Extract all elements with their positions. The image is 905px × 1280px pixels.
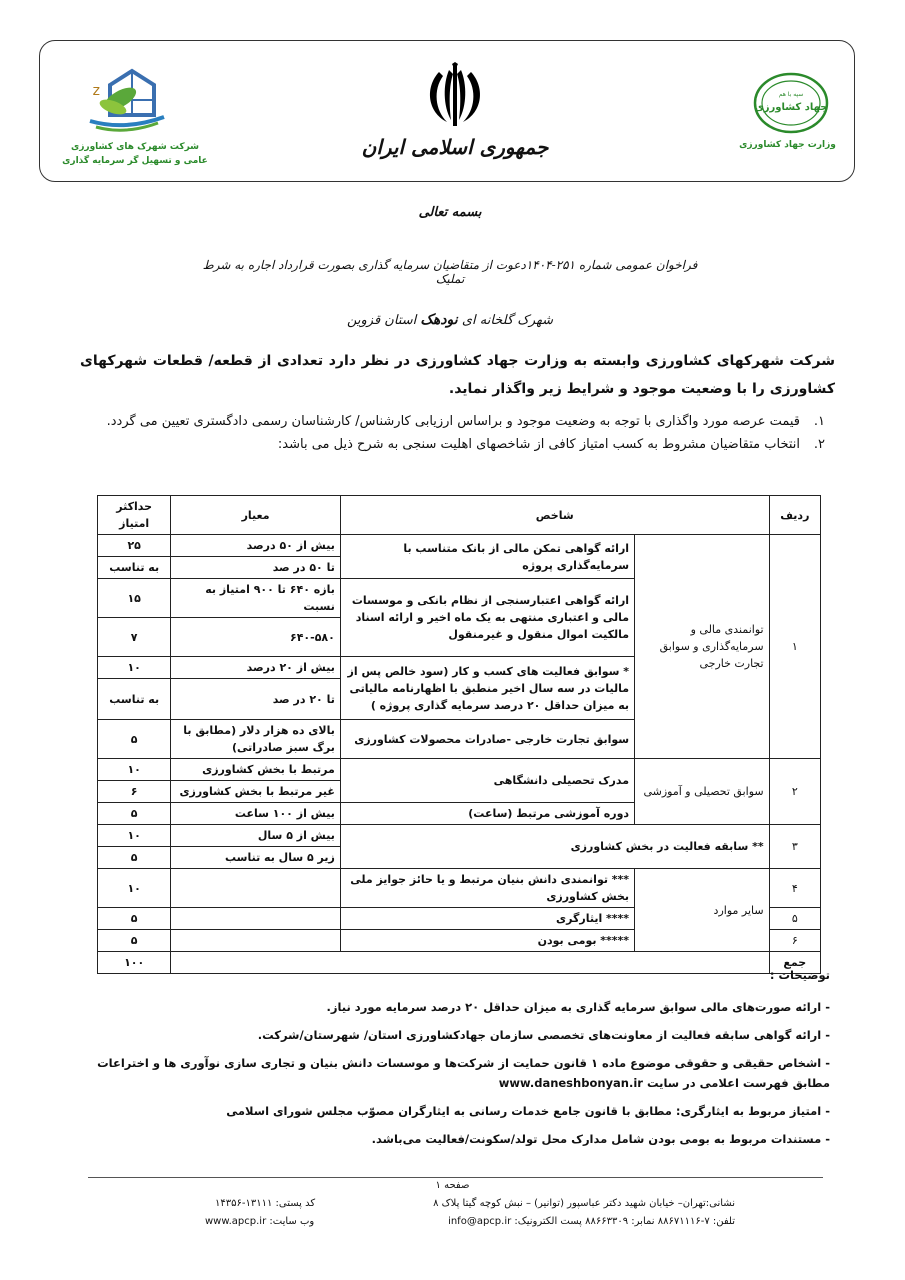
score: ۶ (98, 781, 171, 803)
footer-phone: تلفن: ۷-۸۸۶۷۱۱۱۶ نمابر: ۸۸۶۶۳۳۰۹ پست الکترونیک: (514, 1216, 735, 1227)
svg-text:z: z (92, 83, 100, 99)
score: ۱۰ (98, 825, 171, 847)
list-item (100, 410, 825, 433)
page-number: صفحه ۱ (435, 1180, 470, 1191)
right-logo-text: جهاد کشاورزی (754, 102, 828, 113)
footer-website (205, 1216, 314, 1227)
list-item (100, 433, 825, 456)
measure: تا ۲۰ در صد (171, 679, 341, 720)
measure: بیش از ۵۰ درصد (171, 535, 341, 557)
criterion: ** سابقه فعالیت در بخش کشاورزی (340, 825, 769, 869)
row-number: ۱ (769, 535, 820, 759)
list-number: ۱. (813, 414, 825, 429)
measure: زیر ۵ سال به تناسب (171, 847, 341, 869)
note-item: - امتیاز مربوط به ایثارگری: مطابق با قانون جامع خدمات رسانی به ایثارگران مصوّب مجلس شورای اسلامی (226, 1104, 830, 1118)
footer-email[interactable]: info@apcp.ir (448, 1216, 512, 1227)
score: به تناسب (98, 557, 171, 579)
criterion: **** ایثارگری (340, 908, 634, 930)
header-score: حداکثر امتیاز (98, 496, 171, 535)
score: ۵ (98, 720, 171, 759)
table-row (98, 759, 821, 781)
agri-towns-logo (80, 65, 170, 135)
score: ۱۰ (98, 759, 171, 781)
left-logo-caption-line2: عامی و تسهیل گر سرمایه گذاری (62, 156, 208, 166)
score: ۵ (98, 803, 171, 825)
header-radif: ردیف (769, 496, 820, 535)
header-meyar: معیار (171, 496, 341, 535)
criteria-table (97, 495, 821, 974)
measure (171, 908, 341, 930)
criterion: سوابق تجارت خارجی -صادرات محصولات کشاورزی (340, 720, 634, 759)
header-shakhes: شاخص (340, 496, 769, 535)
note-item: - مستندات مربوط به بومی بودن شامل مدارک محل تولد/سکونت/فعالیت می‌باشد. (371, 1132, 830, 1146)
note-item: - ارائه صورت‌های مالی سوابق سرمایه گذاری به میزان حداقل ۲۰ درصد سرمایه مورد نیاز. (326, 1000, 830, 1014)
group-name: توانمندی مالی و سرمایه‌گذاری و سوابق تجارت خارجی (635, 535, 770, 759)
score: ۲۵ (98, 535, 171, 557)
table-row (98, 535, 821, 557)
footer-web-label: وب سایت: (269, 1216, 315, 1227)
row-number: ۲ (769, 759, 820, 825)
jihad-keshavarzi-logo (752, 72, 830, 134)
footer-contact (448, 1216, 735, 1227)
iran-emblem-icon (425, 62, 485, 130)
criterion: ارائه گواهی تمکن مالی از بانک متناسب با سرمایه‌گذاری پروژه (340, 535, 634, 579)
score: ۱۵ (98, 579, 171, 618)
right-logo-caption: وزارت جهاد کشاورزی (739, 140, 836, 150)
list-text: انتخاب متقاضیان مشروط به کسب امتیاز کافی از شاخصهای اهلیت سنجی به شرح ذیل می باشد: (277, 437, 800, 452)
row-number: ۵ (769, 908, 820, 930)
table-row (98, 825, 821, 847)
criterion: مدرک تحصیلی دانشگاهی (340, 759, 634, 803)
score: ۱۰ (98, 869, 171, 908)
list-text: قیمت عرصه مورد واگذاری با توجه به وضعیت موجود و براساس ارزیابی کارشناس/ کارشناسان رسمی دادگستری تعیین می گردد. (106, 414, 800, 429)
call-title: فراخوان عمومی شماره ۲۵۱-۱۴۰۴دعوت از متقاضیان سرمایه گذاری بصورت قرارداد اجاره به شرط تملیک (202, 258, 698, 286)
measure: بیش از ۱۰۰ ساعت (171, 803, 341, 825)
score: ۵ (98, 930, 171, 952)
score: به تناسب (98, 679, 171, 720)
measure: بیش از ۲۰ درصد (171, 657, 341, 679)
bismillah-heading: بسمه تعالی (418, 205, 482, 220)
criterion: ارائه گواهی اعتبارسنجی از نظام بانکی و موسسات مالی و اعتباری منتهی به یک ماه اخیر و ارائه اسناد مالکیت اموال منقول و غیرمنقول (340, 579, 634, 657)
company-line (300, 312, 600, 328)
note-item: - ارائه گواهی سابقه فعالیت از معاونت‌های تخصصی سازمان جهادکشاورزی استان/ شهرستان/شرکت. (257, 1028, 830, 1042)
row-number: ۴ (769, 869, 820, 908)
footer-postal-code: کد پستی: ۱۳۱۱۱-۱۴۳۵۶ (215, 1198, 316, 1209)
measure: بیش از ۵ سال (171, 825, 341, 847)
criterion: * سوابق فعالیت های کسب و کار (سود خالص پس از مالیات در سه سال اخیر منطبق با اظهارنامه مالیاتی به میزان حداقل ۲۰ درصد سرمایه گذاری پروژه ) (340, 657, 634, 720)
table-row (98, 869, 821, 908)
measure: مرتبط با بخش کشاورزی (171, 759, 341, 781)
row-number: ۶ (769, 930, 820, 952)
footer-address: نشانی:تهران– خیابان شهید دکتر عباسپور (توانیر) – نبش کوچه گیتا پلاک ۸ (433, 1198, 735, 1209)
criterion: دوره آموزشی مرتبط (ساعت) (340, 803, 634, 825)
measure: تا ۵۰ در صد (171, 557, 341, 579)
score: ۵ (98, 908, 171, 930)
left-logo-caption (60, 140, 210, 168)
measure: غیر مرتبط با بخش کشاورزی (171, 781, 341, 803)
note-item: - اشخاص حقیقی و حقوقی موضوع ماده ۱ قانون حمایت از شرکت‌ها و موسسات دانش بنیان و تجاری سازی نوآوری ها و اختراعات مطابق فهرست اعلامی در سایت www.daneshbonyan.ir (97, 1056, 830, 1090)
measure (171, 930, 341, 952)
group-name: سایر موارد (635, 869, 770, 952)
total-score: ۱۰۰ (98, 952, 171, 974)
country-title: جمهوری اسلامی ایران (361, 135, 549, 159)
measure: ۶۴۰-۵۸۰ (171, 618, 341, 657)
total-label: جمع (769, 952, 820, 974)
notes-title: توضیحات : (769, 968, 830, 982)
footer-web-link[interactable]: www.apcp.ir (205, 1216, 267, 1227)
list-number: ۲. (813, 437, 825, 452)
row-number: ۳ (769, 825, 820, 869)
score: ۵ (98, 847, 171, 869)
conditions-list (100, 410, 825, 456)
measure (171, 869, 341, 908)
company-name: نودهک (420, 312, 458, 328)
criterion: ***** بومی بودن (340, 930, 634, 952)
group-name: سوابق تحصیلی و آموزشی (635, 759, 770, 825)
score: ۱۰ (98, 657, 171, 679)
measure: بالای ده هزار دلار (مطابق با برگ سبز صادراتی) (171, 720, 341, 759)
footer-divider (88, 1177, 823, 1178)
right-logo-small-text: سپه با هم (778, 91, 804, 98)
notes-section (80, 965, 830, 1157)
company-suffix: استان قزوین (347, 313, 417, 328)
left-logo-caption-line1: شرکت شهرک های کشاورزی (70, 142, 200, 152)
intro-paragraph: شرکت شهرکهای کشاورزی وابسته به وزارت جهاد کشاورزی در نظر دارد تعدادی از قطعه/ قطعات شهرکهای کشاورزی را با وضعیت موجود و شرایط زیر واگذار نماید. (80, 353, 835, 397)
criterion: *** توانمندی دانش بنیان مرتبط و یا حائز جوایز ملی بخش کشاورزی (340, 869, 634, 908)
score: ۷ (98, 618, 171, 657)
company-prefix: شهرک گلخانه ای (461, 313, 553, 328)
table-header-row (98, 496, 821, 535)
measure: بازه ۶۴۰ تا ۹۰۰ امتیاز به نسبت (171, 579, 341, 618)
